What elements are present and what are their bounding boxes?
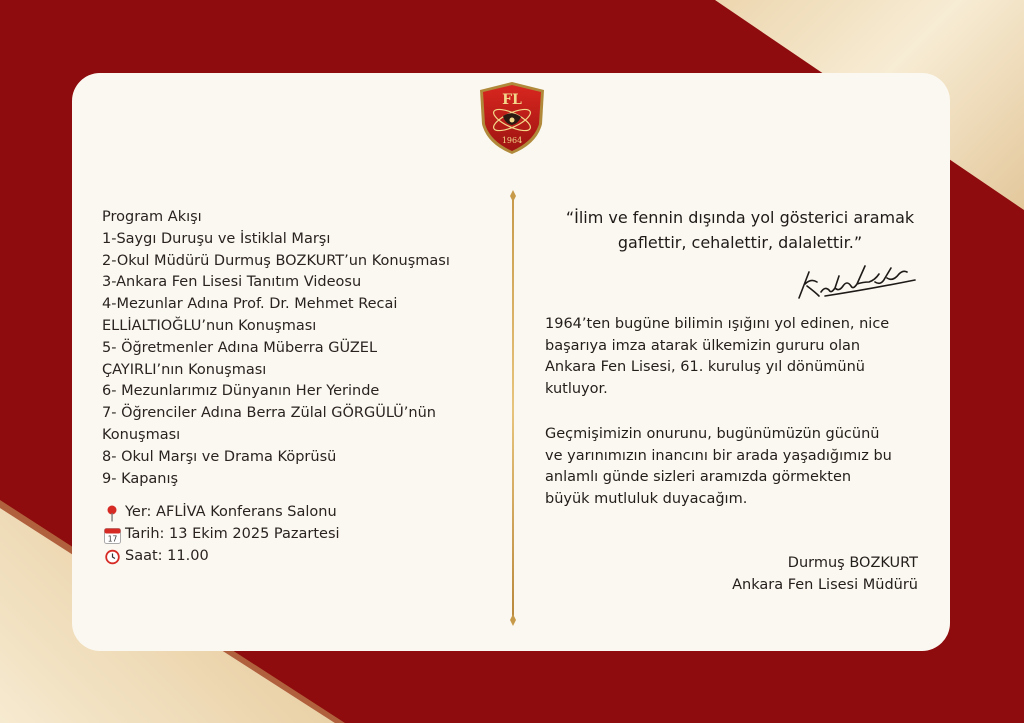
program-item: ELLİALTIOĞLU’nun Konuşması — [102, 317, 317, 334]
paragraph-line: başarıya imza atarak ülkemizin gururu olan — [545, 337, 861, 354]
logo-year: 1964 — [501, 136, 523, 145]
school-logo — [477, 80, 547, 156]
program-item: 2-Okul Müdürü Durmuş BOZKURT’un Konuşması — [102, 252, 450, 269]
event-info — [102, 502, 502, 567]
paragraph-line: kutluyor. — [545, 380, 608, 397]
program-title: Program Akışı — [102, 209, 202, 225]
quote-line: gaflettir, cehalettir, dalalettir.” — [617, 233, 863, 252]
paragraph-line: anlamlı günde sizleri aramızda görmekten — [545, 469, 852, 485]
date-row — [102, 524, 502, 546]
calendar-icon — [102, 526, 122, 544]
logo-letters: FL — [502, 92, 522, 108]
paragraph-line: Geçmişimizin onurunu, bugünümüzün gücünü — [545, 426, 880, 442]
ataturk-quote — [540, 205, 940, 255]
program-item: 8- Okul Marşı ve Drama Köprüsü — [102, 448, 337, 465]
program-item: 1-Saygı Duruşu ve İstiklal Marşı — [102, 230, 331, 247]
paragraph-line: büyük mutluluk duyacağım. — [545, 490, 748, 507]
gold-divider — [510, 190, 516, 626]
place-row — [102, 502, 502, 524]
time-text: Saat: 11.00 — [125, 547, 209, 564]
date-text: Tarih: 13 Ekim 2025 Pazartesi — [125, 526, 340, 543]
program-column — [102, 207, 502, 568]
paragraph-line: 1964’ten bugüne bilimin ışığını yol edinen, nice — [545, 316, 890, 332]
alarm-clock-icon — [102, 548, 122, 566]
program-item: 7- Öğrenciler Adına Berra Zülal GÖRGÜLÜ’nün — [102, 405, 436, 422]
principal-name: Durmuş BOZKURT — [787, 555, 918, 571]
principal-title: Ankara Fen Lisesi Müdürü — [732, 576, 918, 593]
program-item: Konuşması — [102, 426, 181, 443]
ataturk-signature — [795, 252, 923, 302]
program-item: 5- Öğretmenler Adına Müberra GÜZEL — [102, 339, 378, 356]
calendar-day: 17 — [107, 534, 117, 544]
anniversary-paragraph — [545, 314, 935, 400]
time-row — [102, 546, 502, 568]
program-item: ÇAYIRLI’nın Konuşması — [102, 361, 267, 378]
place-text: Yer: AFLİVA Konferans Salonu — [125, 504, 337, 521]
round-pushpin-icon — [102, 504, 122, 522]
invitation-paragraph — [545, 424, 935, 510]
program-item: 6- Mezunlarımız Dünyanın Her Yerinde — [102, 383, 380, 400]
principal-signoff — [660, 553, 918, 596]
program-item: 3-Ankara Fen Lisesi Tanıtım Videosu — [102, 274, 362, 291]
quote-line: “İlim ve fennin dışında yol gösterici aramak — [565, 208, 915, 227]
paragraph-line: ve yarınımızın inancını bir arada yaşadığımız bu — [545, 447, 892, 464]
paragraph-line: Ankara Fen Lisesi, 61. kuruluş yıl dönümünü — [545, 359, 865, 375]
program-item: 4-Mezunlar Adına Prof. Dr. Mehmet Recai — [102, 296, 398, 313]
program-item: 9- Kapanış — [102, 470, 179, 487]
